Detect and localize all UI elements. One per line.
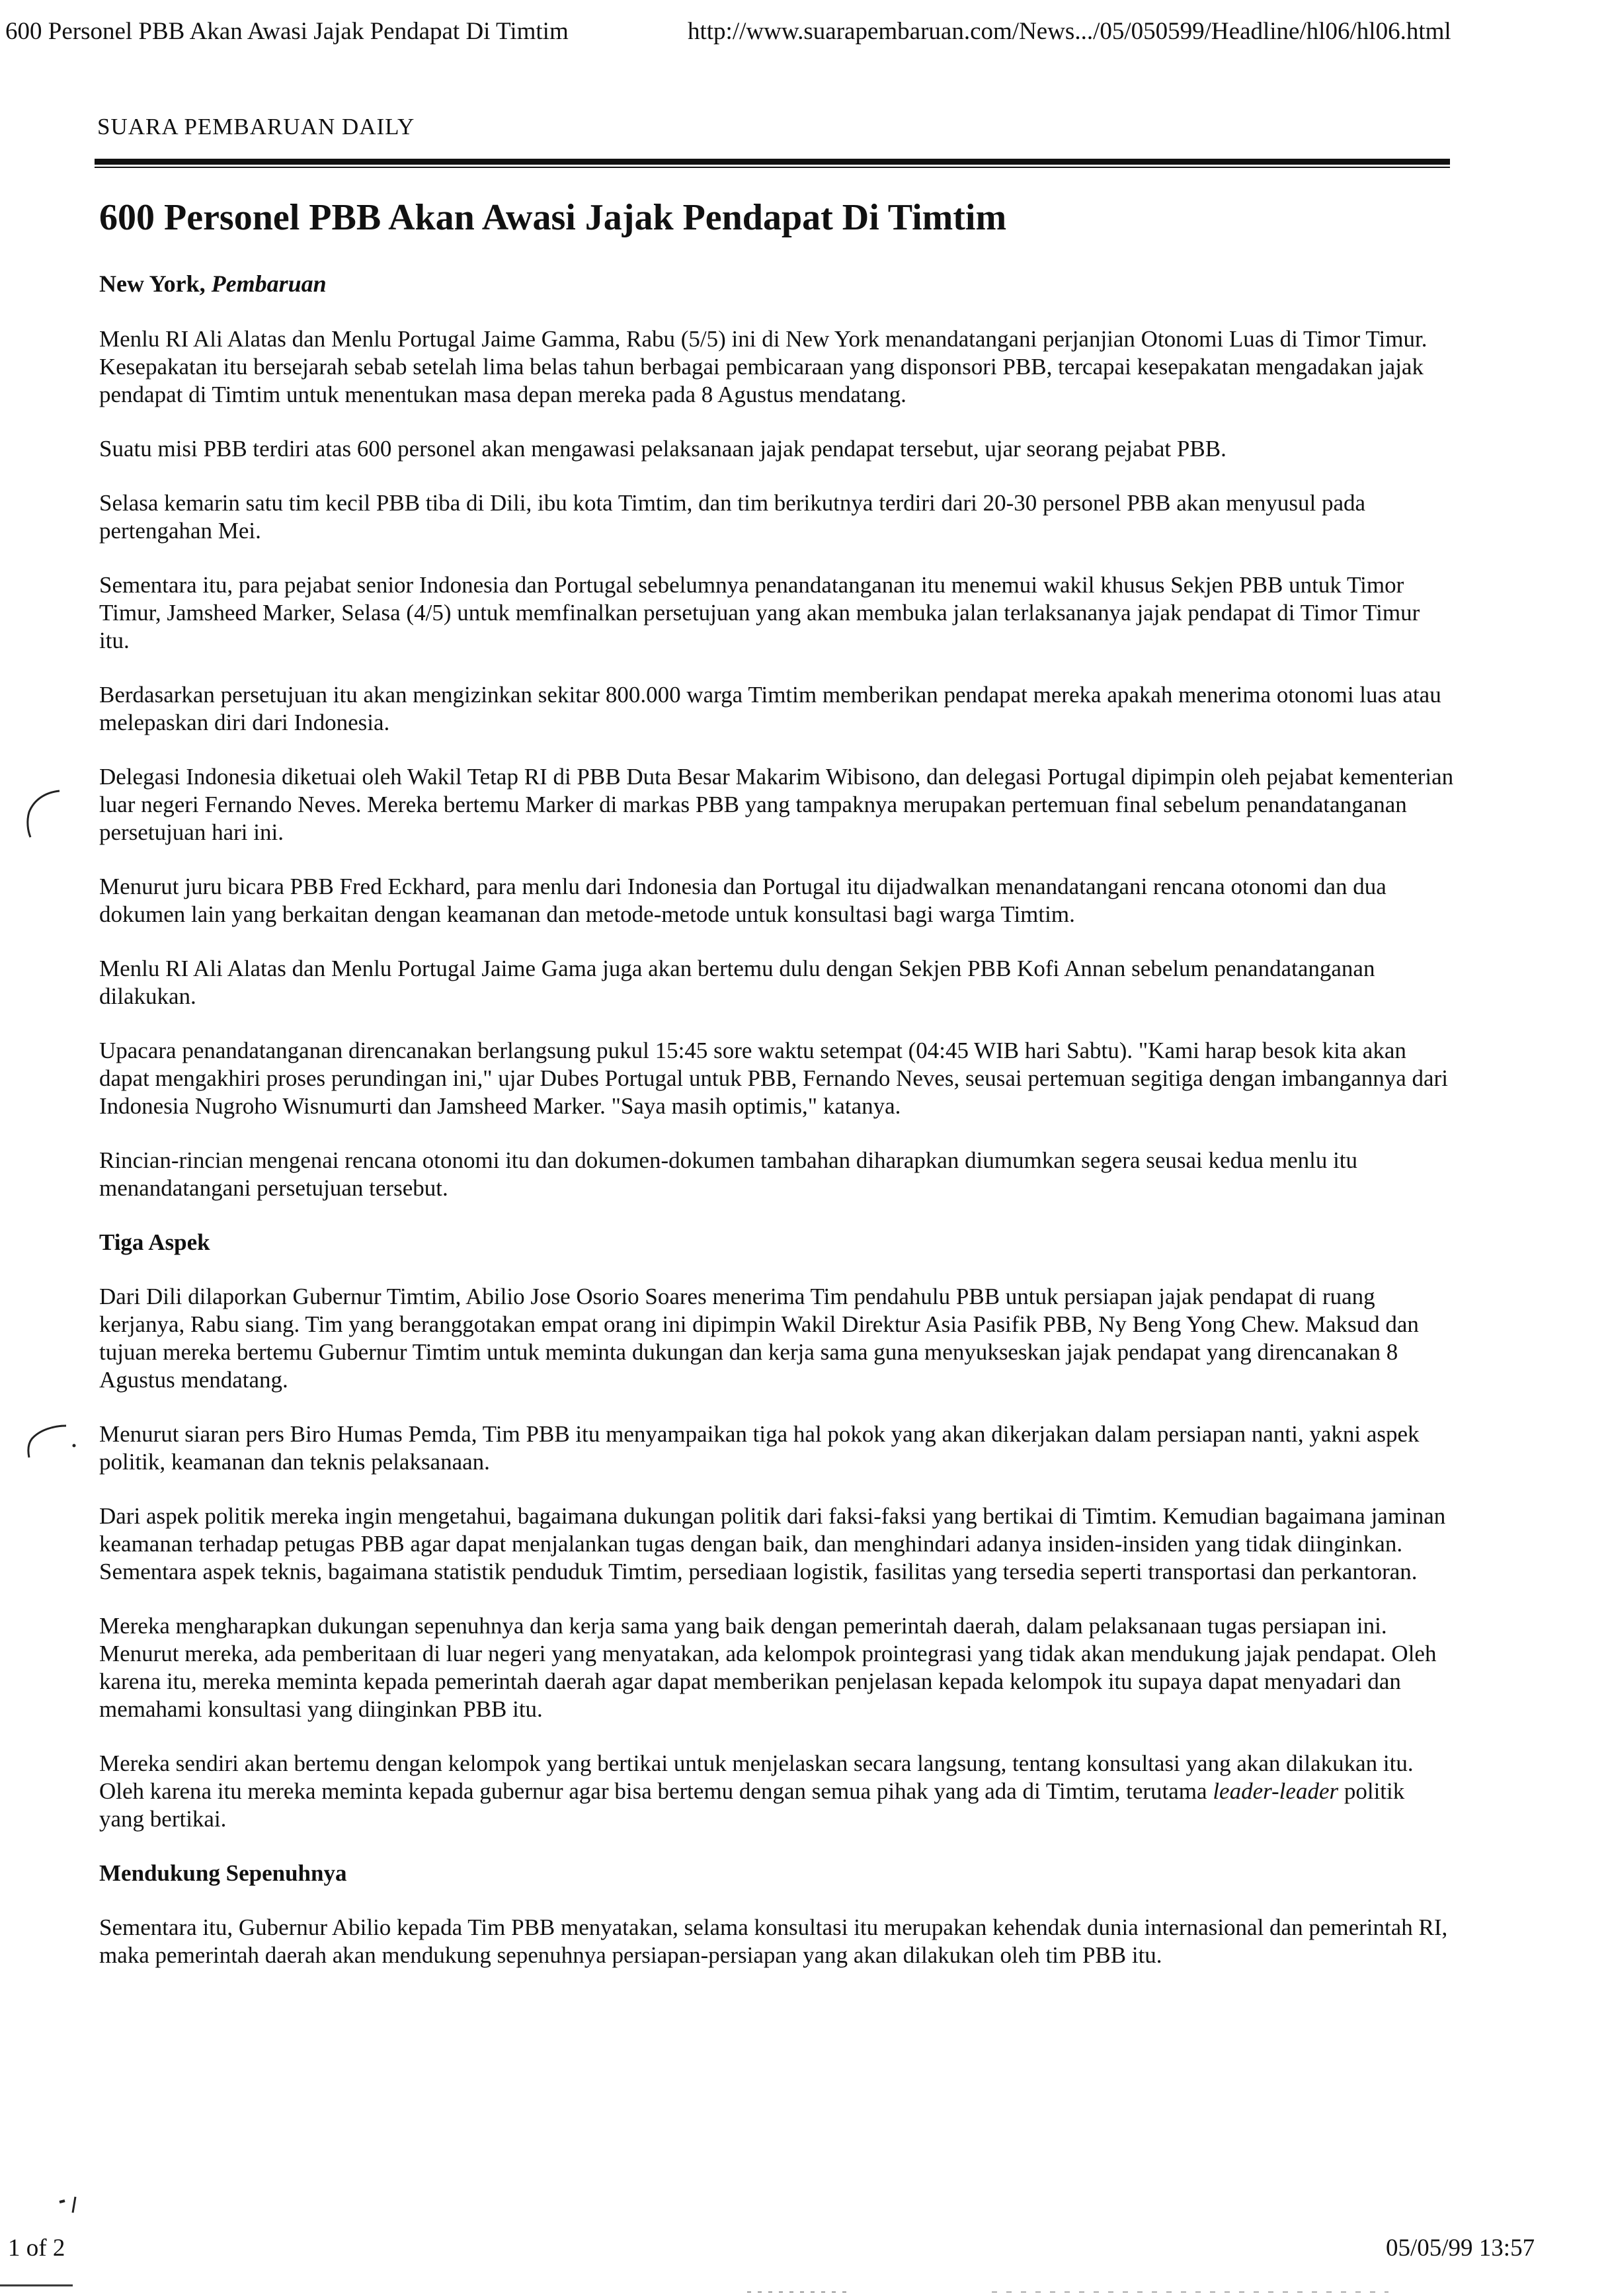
paragraph-italic: leader-leader (1213, 1778, 1339, 1804)
paragraph: Menlu RI Ali Alatas dan Menlu Portugal Jaime Gama juga akan bertemu dulu dengan Sekjen PBB Kofi Annan sebelum penandatanganan dilakukan. (99, 956, 1375, 1009)
bottom-scan-artifact (0, 2283, 1608, 2296)
paragraph: Sementara itu, para pejabat senior Indonesia dan Portugal sebelumnya penandatanganan itu menemui wakil khusus Sekjen PBB untuk Timor Timur, Jamsheed Marker, Selasa (4/5) untuk memfinalkan persetujuan yang akan membuka jalan terlaksananya jajak pendapat di Timor Timur itu. (99, 572, 1420, 653)
dateline-source: Pembaruan (211, 270, 327, 297)
paragraph: Menurut siaran pers Biro Humas Pemda, Tim PBB itu menyampaikan tiga hal pokok yang akan dikerjakan dalam persiapan nanti, yakni aspek politik, keamanan dan teknis pelaksanaan. (99, 1421, 1420, 1475)
paragraph: Dari Dili dilaporkan Gubernur Timtim, Abilio Jose Osorio Soares menerima Tim pendahulu PBB untuk persiapan jajak pendapat di ruang kerjanya, Rabu siang. Tim yang beranggotakan empat orang ini dipimpin Wakil Direktur Asia Pasifik PBB, Ny Beng Yong Chew. Maksud dan tujuan mereka bertemu Gubernur Timtim untuk meminta dukungan dan kerja sama guna menyukseskan jajak pendapat yang direncanakan 8 Agustus mendatang. (99, 1284, 1419, 1393)
paragraph-text: politik yang bertikai. (99, 1778, 1405, 1832)
paragraph: Menurut juru bicara PBB Fred Eckhard, para menlu dari Indonesia dan Portugal itu dijadwalkan menandatangani rencana otonomi dan dua dokumen lain yang berkaitan dengan keamanan dan metode-metode untuk konsultasi bagi warga Timtim. (99, 874, 1387, 927)
paragraph (99, 1750, 1455, 1833)
paragraph: Menlu RI Ali Alatas dan Menlu Portugal Jaime Gamma, Rabu (5/5) ini di New York menandatangani perjanjian Otonomi Luas di Timor Timur. Kesepakatan itu bersejarah sebab setelah lima belas tahun berbagai pembicaraan yang disponsori PBB, tercapai kesepakatan mengadakan jajak pendapat di Timtim untuk menentukan masa depan mereka pada 8 Agustus mendatang. (99, 326, 1427, 407)
paragraph: Delegasi Indonesia diketuai oleh Wakil Tetap RI di PBB Duta Besar Makarim Wibisono, dan delegasi Portugal dipimpin oleh pejabat kementerian luar negeri Fernando Neves. Mereka bertemu Marker di markas PBB yang tampaknya merupakan pertemuan final sebelum penandatanganan persetujuan hari ini. (99, 764, 1454, 845)
article (99, 192, 1455, 1996)
article-headline: 600 Personel PBB Akan Awasi Jajak Pendapat Di Timtim (99, 197, 1007, 238)
page-number: 1 of 2 (8, 2234, 65, 2262)
paragraph: Dari aspek politik mereka ingin mengetahui, bagaimana dukungan politik dari faksi-faksi yang bertikai di Timtim. Kemudian bagaimana jaminan keamanan terhadap petugas PBB agar dapat menjalankan tugas dengan baik, dan menghindari adanya insiden-insiden yang tidak diinginkan. Sementara aspek teknis, bagaimana statistik penduduk Timtim, persediaan logistik, fasilitas yang tersedia seperti transportasi dan perkantoran. (99, 1503, 1446, 1584)
paragraph: Selasa kemarin satu tim kecil PBB tiba di Dili, ibu kota Timtim, dan tim berikutnya terdiri dari 20-30 personel PBB akan menyusul pada pertengahan Mei. (99, 490, 1366, 544)
paragraph-text: Mereka sendiri akan bertemu dengan kelompok yang bertikai untuk menjelaskan secara langsung, tentang konsultasi yang akan dilakukan itu. Oleh karena itu mereka meminta kepada gubernur agar bisa bertemu dengan semua pihak yang ada di Timtim, terutama (99, 1750, 1414, 1804)
margin-bracket-mark (20, 787, 66, 840)
margin-bracket-mark (20, 1422, 79, 1461)
paragraph: Suatu misi PBB terdiri atas 600 personel akan mengawasi pelaksanaan jajak pendapat tersebut, ujar seorang pejabat PBB. (99, 436, 1226, 462)
subheading: Mendukung Sepenuhnya (99, 1860, 347, 1886)
dateline-place: New York, (99, 270, 206, 297)
scan-speck-mark (56, 2193, 95, 2219)
print-header (5, 12, 1599, 52)
paragraph: Sementara itu, Gubernur Abilio kepada Tim PBB menyatakan, selama konsultasi itu merupakan kehendak dunia internasional dan pemerintah RI, maka pemerintah daerah akan mendukung sepenuhnya persiapan-persiapan yang akan dilakukan oleh tim PBB itu. (99, 1914, 1448, 1968)
paragraph: Rincian-rincian mengenai rencana otonomi itu dan dokumen-dokumen tambahan diharapkan diumumkan segera seusai kedua menlu itu menandatangani persetujuan tersebut. (99, 1147, 1358, 1201)
paragraph: Berdasarkan persetujuan itu akan mengizinkan sekitar 800.000 warga Timtim memberikan pendapat mereka apakah menerima otonomi luas atau melepaskan diri dari Indonesia. (99, 682, 1441, 735)
subheading: Tiga Aspek (99, 1229, 210, 1255)
paragraph: Upacara penandatanganan direncanakan berlangsung pukul 15:45 sore waktu setempat (04:45 WIB hari Sabtu). "Kami harap besok kita akan dapat mengakhiri proses perundingan ini," ujar Dubes Portugal untuk PBB, Fernando Neves, seusai pertemuan segitiga dengan imbangannya dari Indonesia Nugroho Wisnumurti dan Jamsheed Marker. "Saya masih optimis," katanya. (99, 1038, 1448, 1119)
top-divider (95, 159, 1450, 168)
print-header-url: http://www.suarapembaruan.com/News.../05/050599/Headline/hl06/hl06.html (688, 18, 1451, 45)
print-header-title: 600 Personel PBB Akan Awasi Jajak Pendapat Di Timtim (5, 18, 569, 45)
paragraph: Mereka mengharapkan dukungan sepenuhnya dan kerja sama yang baik dengan pemerintah daerah, dalam pelaksanaan tugas persiapan ini. Menurut mereka, ada pemberitaan di luar negeri yang menyatakan, ada kelompok prointegrasi yang tidak akan mendukung jajak pendapat. Oleh karena itu, mereka meminta kepada pemerintah daerah agar dapat memberikan penjelasan kepada kelompok itu supaya dapat menyadari dan memahami konsultasi yang diinginkan PBB itu. (99, 1613, 1437, 1722)
dateline (99, 270, 1455, 298)
site-name: SUARA PEMBARUAN DAILY (97, 114, 415, 140)
print-datetime: 05/05/99 13:57 (1386, 2234, 1535, 2262)
